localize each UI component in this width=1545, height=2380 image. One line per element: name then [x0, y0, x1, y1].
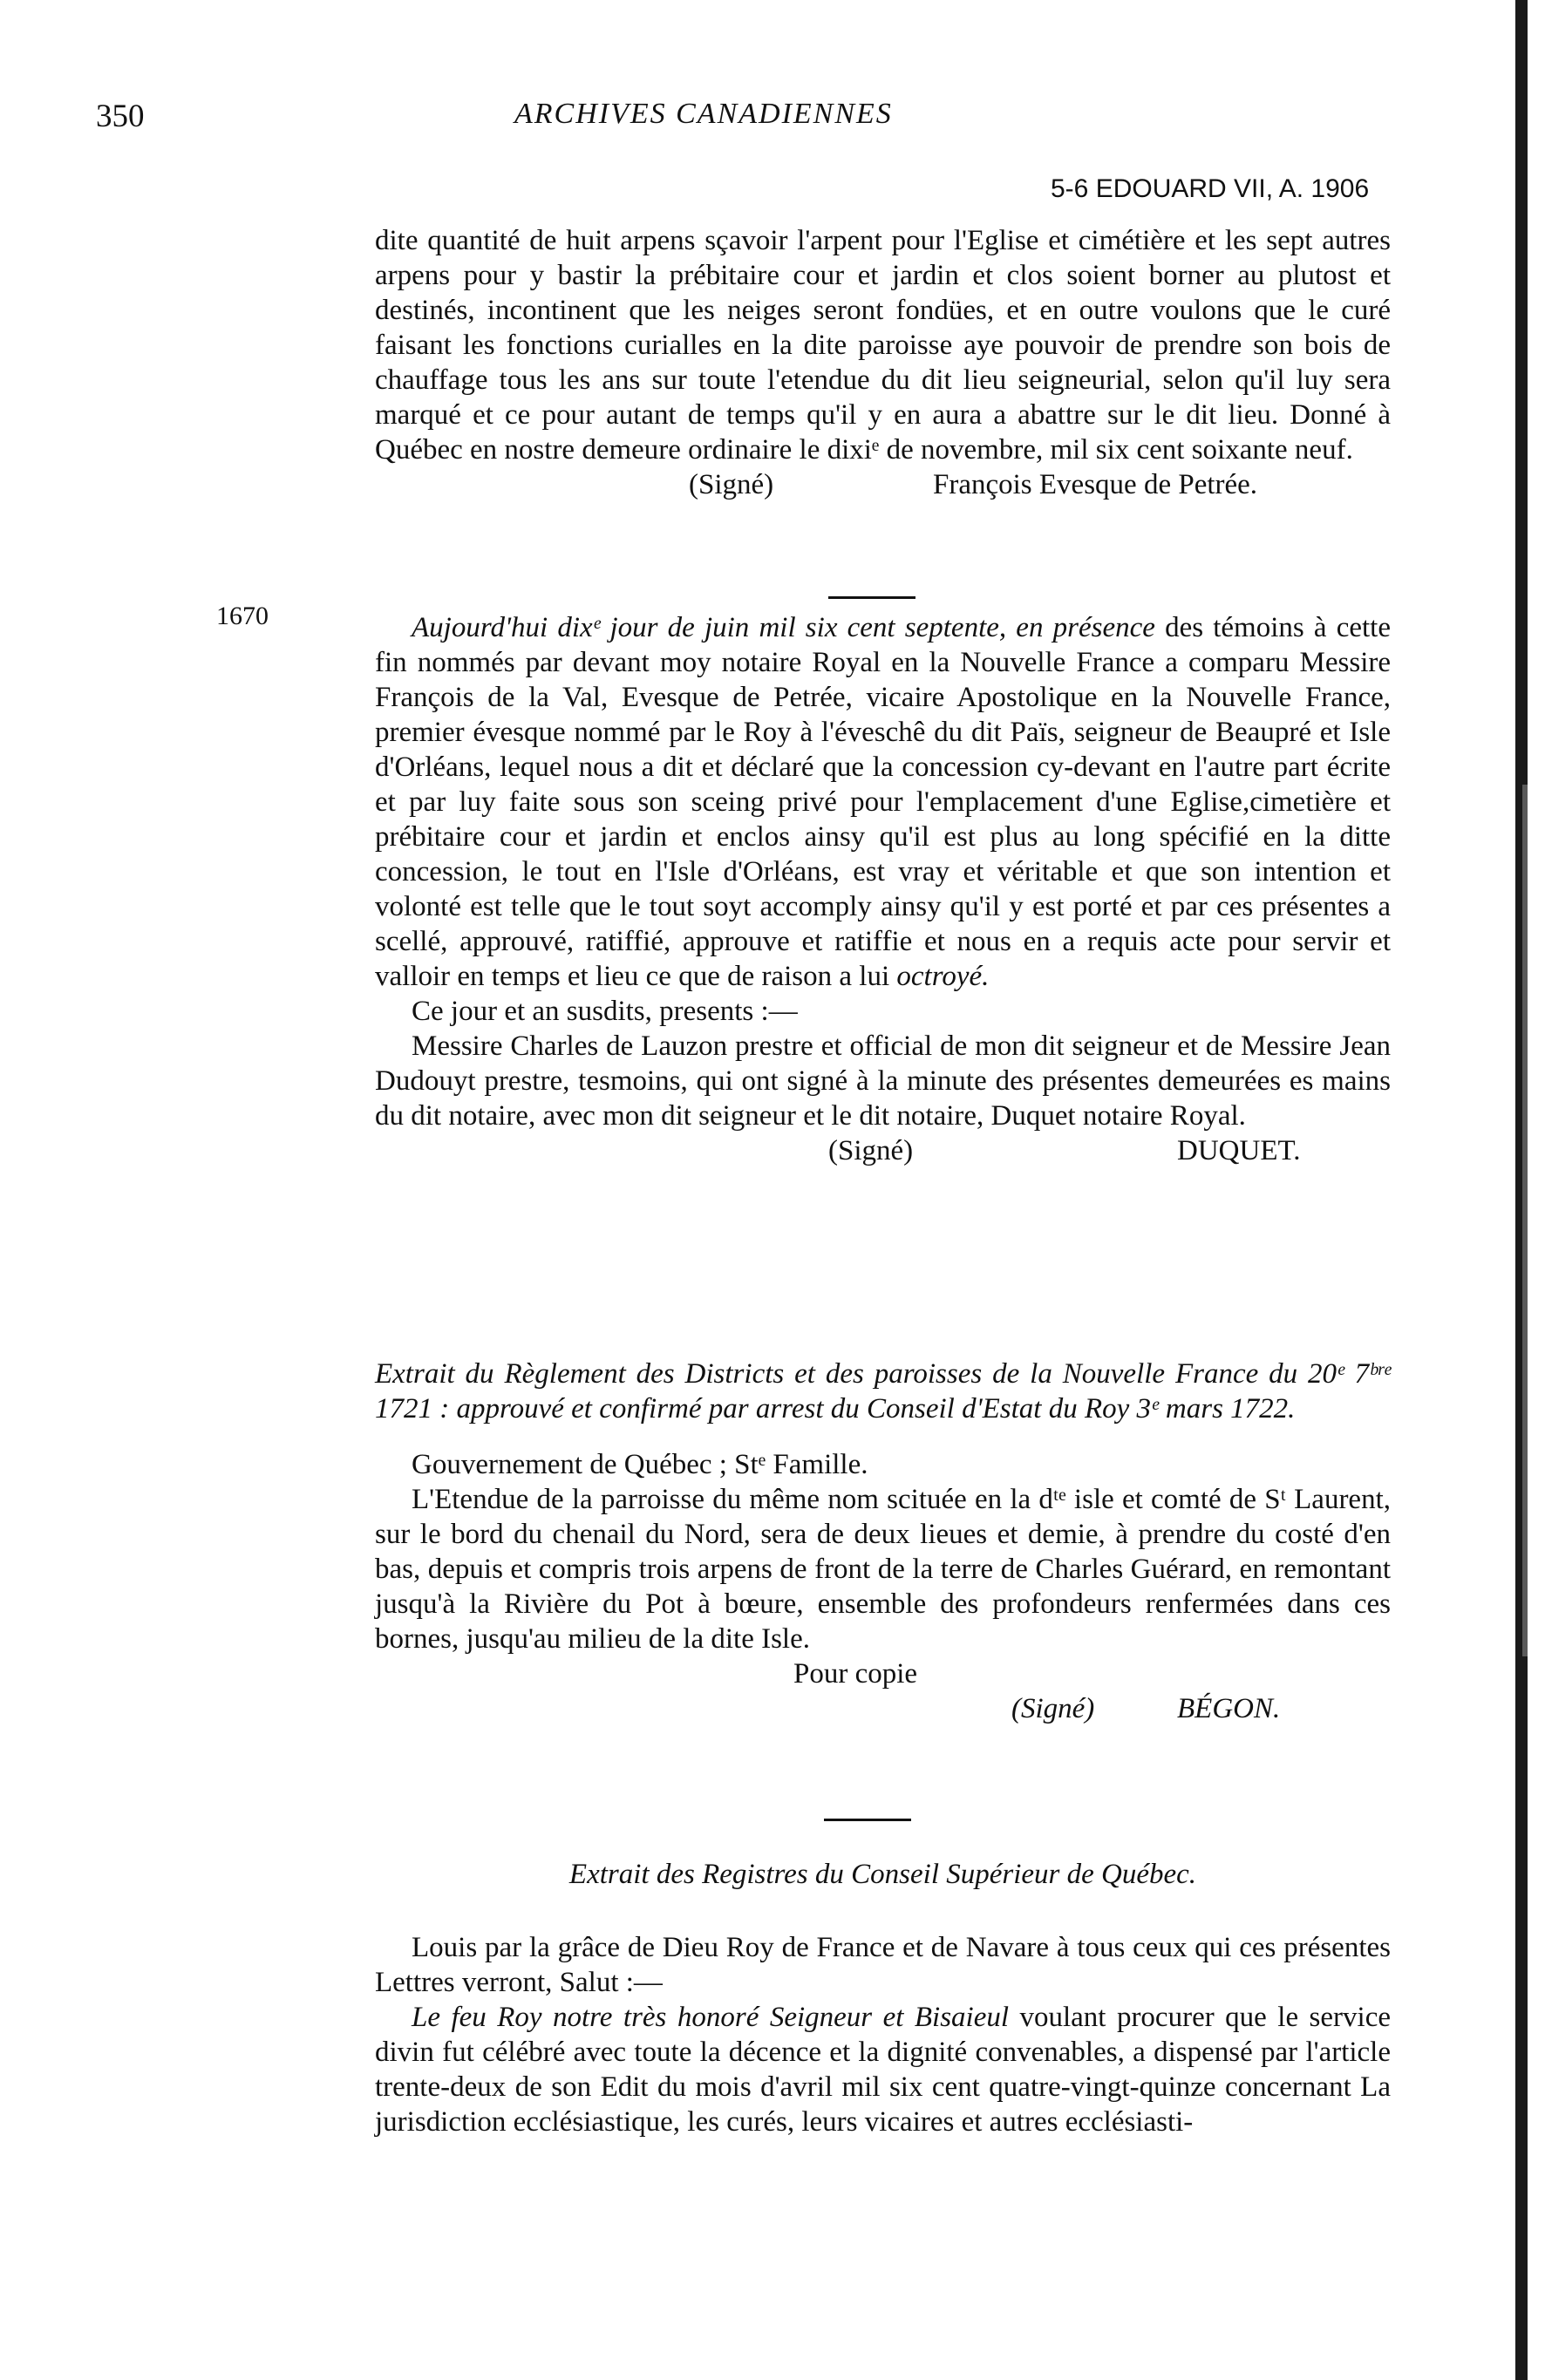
acte-octroye: octroyé.	[889, 961, 990, 992]
margin-year: 1670	[216, 602, 269, 630]
block-registres	[375, 1857, 1391, 2139]
acte-intro: Aujourd'hui dixᵉ jour de juin mil six cent septente, en présence	[412, 612, 1155, 643]
signature-line-laval	[375, 467, 1391, 502]
signatory-begon: BÉGON.	[1177, 1693, 1281, 1724]
block-acte-notarie	[375, 610, 1391, 1168]
page-number: 350	[96, 99, 145, 134]
signatory-duquet: DUQUET.	[1177, 1135, 1301, 1166]
concession-paragraph: dite quantité de huit arpens sçavoir l'arpent pour l'Eglise et cimétière et les sept autres arpens pour y bastir la prébitaire cour et jardin et clos soient borner au plutost et destinés, incontinent que les neiges seront fondües, et en outre voulons que le curé faisant les fonctions curialles en la dite paroisse aye pouvoir de prendre son bois de chauffage tous les ans sur toute l'etendue du dit lieu seigneurial, selon qu'il luy sera marqué et ce pour autant de temps qu'il y en aura a abattre sur le dit lieu. Donné à Québec en nostre demeure ordinaire le dixiᵉ de novembre, mil six cent soixante neuf.	[375, 225, 1391, 466]
session-label: 5-6 EDOUARD VII, A. 1906	[1051, 174, 1370, 203]
louis-paragraph: Louis par la grâce de Dieu Roy de France et de Navare à tous ceux qui ces présentes Lettres verront, Salut :—	[375, 1932, 1391, 1998]
running-title: ARCHIVES CANADIENNES	[514, 98, 893, 130]
separator-rule	[828, 596, 915, 599]
signature-line-duquet	[375, 1133, 1391, 1168]
feu-roy-paragraph	[375, 2000, 1391, 2139]
signed-label: (Signé)	[828, 1135, 914, 1166]
pour-copie-label: Pour copie	[793, 1658, 918, 1690]
feu-roy-body: voulant procurer que le service divin fut célébré avec toute la décence et la dignité convenables, a dispensé par l'article trente-deux de son Edit du mois d'avril mil six cent quatre-vingt-quinze concernant La jurisdiction ecclésiastique, les curés, leurs vicaires et autres ecclésiasti-	[375, 2002, 1391, 2138]
block-reglement	[375, 1357, 1391, 1726]
witness-line: Ce jour et an susdits, presents :—	[412, 996, 798, 1027]
feu-roy-lead: Le feu Roy notre très honoré Seigneur et Bisaieul	[412, 2002, 1010, 2033]
reglement-heading: Extrait du Règlement des Districts et des paroisses de la Nouvelle France du 20ᵉ 7ᵇʳᵉ 1721 : approuvé et confirmé par arrest du Conseil d'Estat du Roy 3ᵉ mars 1722.	[375, 1358, 1391, 1425]
registres-heading: Extrait des Registres du Conseil Supérieur de Québec.	[568, 1859, 1197, 1890]
acte-body: des témoins à cette fin nommés par devant moy notaire Royal en la Nouvelle France a comparu Messire François de la Val, Evesque de Petrée, vicaire Apostolique en la Nouvelle France, premier évesque nommé par le Roy à l'éveschê du dit Païs, seigneur de Beaupré et Isle d'Orléans, lequel nous a dit et déclaré que la concession cy-devant en l'autre part écrite et par luy faite sous son sceing privé pour l'emplacement d'une Eglise,cimetière et prébitaire cour et jardin et enclos ainsy qu'il est plus au long spécifié en la ditte concession, le tout en l'Isle d'Orléans, est vray et véritable et que son intention et volonté est telle que le tout soyt accomply ainsy qu'il y est porté et par ces présentes a scellé, approuvé, ratiffié, approuve et ratiffie et nous en a requis acte pour servir et valloir en temps et lieu ce que de raison a lui	[375, 612, 1391, 992]
signatory-laval: François Evesque de Petrée.	[933, 469, 1258, 500]
signature-line-begon	[375, 1691, 1391, 1726]
acte-paragraph	[375, 610, 1391, 994]
separator-rule	[824, 1819, 911, 1821]
reglement-paragraph: L'Etendue de la parroisse du même nom scituée en la dᵗᵉ isle et comté de Sᵗ Laurent, sur le bord du chenail du Nord, sera de deux lieues et demie, à prendre du costé d'en bas, depuis et compris trois arpens de front de la terre de Charles Guérard, en remontant jusqu'à la Rivière du Pot à bœure, ensemble des profondeurs renfermées dans ces bornes, jusqu'au milieu de la dite Isle.	[375, 1484, 1391, 1655]
gouvernement-line: Gouvernement de Québec ; Stᵉ Famille.	[412, 1449, 868, 1480]
pour-copie-line	[375, 1656, 1391, 1691]
block-concession-end	[375, 223, 1391, 502]
witness-paragraph: Messire Charles de Lauzon prestre et official de mon dit seigneur et de Messire Jean Dudouyt prestre, tesmoins, qui ont signé à la minute des présentes demeurées es mains du dit notaire, avec mon dit seigneur et le dit notaire, Duquet notaire Royal.	[375, 1030, 1391, 1132]
signed-label: (Signé)	[1011, 1693, 1095, 1724]
scan-edge-shadow-gap	[1522, 785, 1528, 1656]
signed-label: (Signé)	[689, 469, 774, 500]
